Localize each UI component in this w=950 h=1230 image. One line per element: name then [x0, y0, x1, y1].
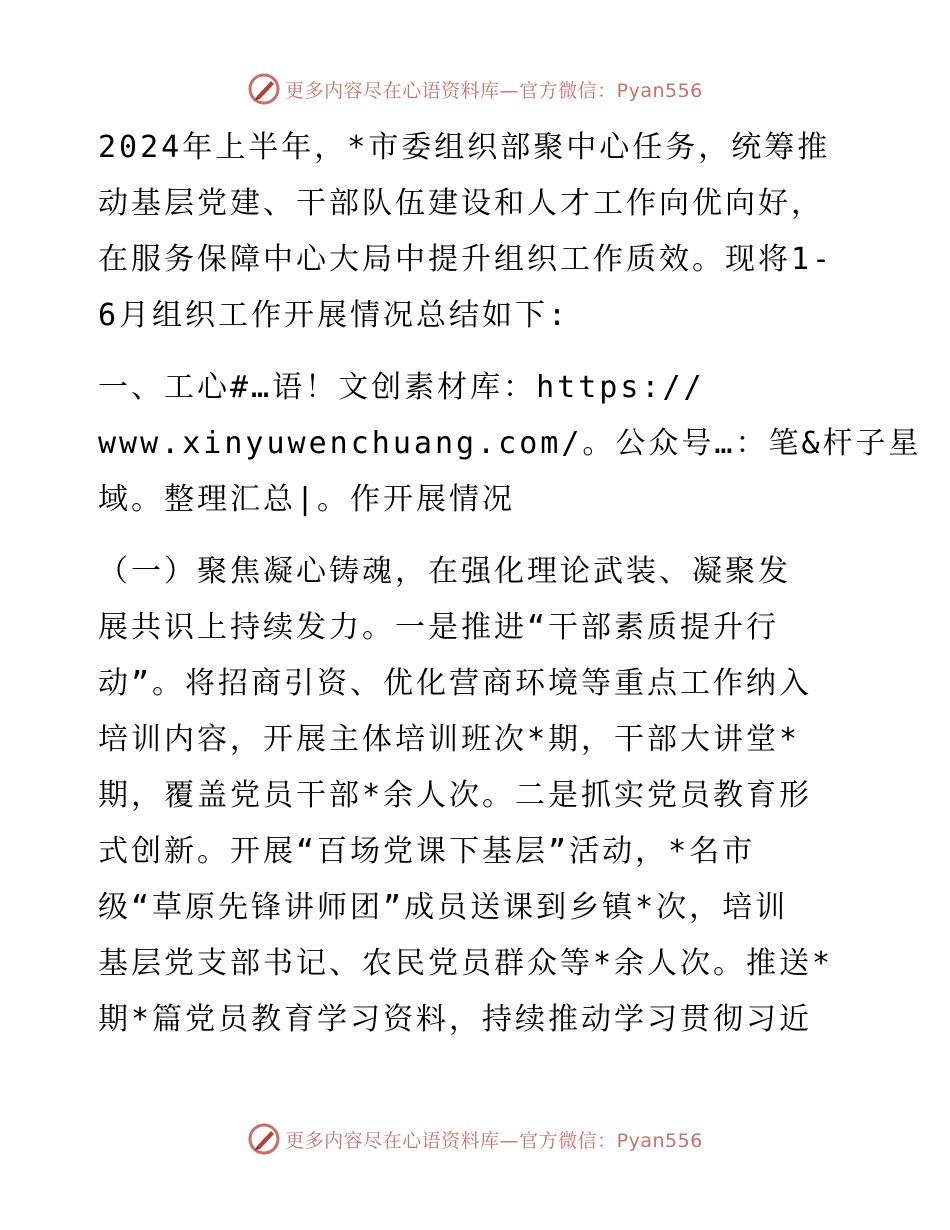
- pen-logo-icon: [247, 72, 281, 106]
- text-line: 式创新。开展“百场党课下基层”活动，*名市: [98, 834, 756, 869]
- text-line: 动”。将招商引资、优化营商环境等重点工作纳入: [98, 666, 813, 701]
- text-line: 6月组织工作开展情况总结如下:: [98, 298, 570, 333]
- text-line: 在服务保障中心大局中提升组织工作质效。现将1-: [98, 242, 834, 277]
- text-line: 培训内容，开展主体培训班次*期，干部大讲堂*: [98, 722, 801, 757]
- watermark-text: 更多内容尽在心语资料库—官方微信：Pyan556: [285, 1129, 703, 1152]
- header-watermark: [0, 72, 950, 106]
- paragraph-intro: [98, 120, 858, 344]
- paragraph-section-heading: [98, 360, 922, 528]
- footer-watermark: [0, 1122, 950, 1156]
- text-line: 2024年上半年，*市委组织部聚中心任务，统筹推: [98, 130, 831, 165]
- text-line: 一、工心#…语！文创素材库：https://: [98, 370, 705, 405]
- watermark-text: 更多内容尽在心语资料库—官方微信：Pyan556: [285, 79, 703, 102]
- pen-logo-icon: [247, 1122, 281, 1156]
- text-line: 域。整理汇总|。作开展情况: [98, 482, 516, 517]
- text-line: 基层党支部书记、农民党员群众等*余人次。推送*: [98, 946, 834, 981]
- text-line: 展共识上持续发力。一是推进“干部素质提升行: [98, 610, 780, 645]
- document-body: [98, 120, 922, 1064]
- text-line: （一）聚焦凝心铸魂，在强化理论武装、凝聚发: [98, 554, 791, 589]
- text-line: 期，覆盖党员干部*余人次。二是抓实党员教育形: [98, 778, 813, 813]
- paragraph-subsection-one: [98, 544, 858, 1048]
- text-line: 级“草原先锋讲师团”成员送课到乡镇*次，培训: [98, 890, 789, 925]
- text-line: www.xinyuwenchuang.com/。公众号…：笔&杆子星: [98, 426, 922, 461]
- text-line: 动基层党建、干部队伍建设和人才工作向优向好，: [98, 186, 824, 221]
- text-line: 期*篇党员教育学习资料，持续推动学习贯彻习近: [98, 1002, 813, 1037]
